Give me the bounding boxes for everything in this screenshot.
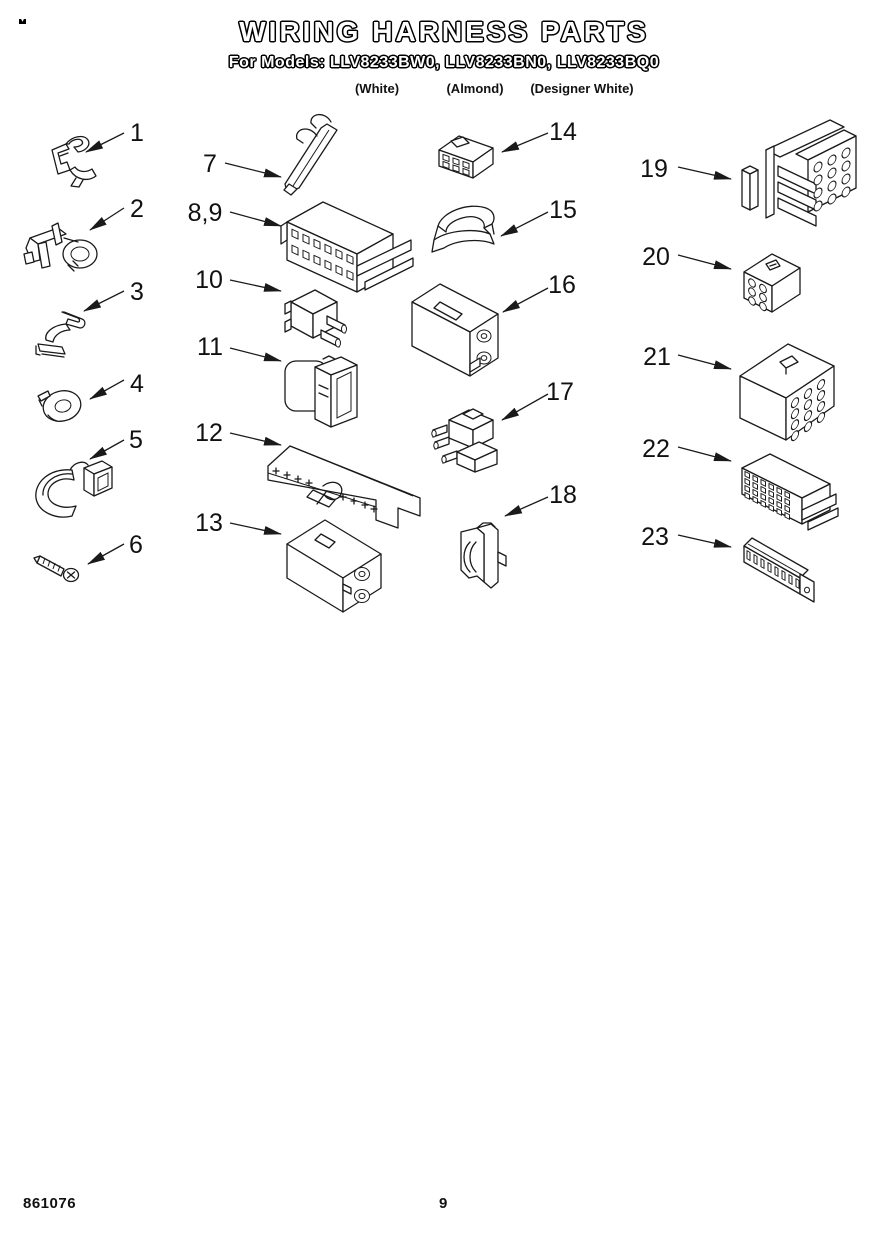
page-title: WIRING HARNESS PARTS [239, 16, 649, 47]
part-13-drawing [287, 520, 381, 612]
callout-4-arrow [90, 380, 124, 399]
callout-18-arrow [505, 497, 548, 516]
part-17-drawing [432, 409, 497, 472]
part-6-drawing [34, 556, 79, 582]
part-22-drawing [742, 454, 838, 530]
part-14-drawing [439, 136, 493, 178]
variant-almond: (Almond) [446, 81, 504, 96]
callout-2-arrow [90, 208, 124, 230]
callout-1-arrow [86, 133, 124, 152]
part-18-drawing [461, 523, 506, 588]
models-line: For Models: LLV8233BW0, LLV8233BN0, LLV8233BQ0 [228, 54, 660, 71]
callout-2-label: 2 [130, 195, 144, 223]
part-7-drawing [284, 115, 337, 195]
part-1-drawing [52, 137, 96, 187]
callout-4-label: 4 [130, 370, 144, 398]
callout-13-label: 13 [195, 509, 223, 537]
part-5-drawing [36, 461, 112, 517]
callout-18-label: 18 [549, 481, 577, 509]
callout-16-label: 16 [548, 271, 576, 299]
callout-19-arrow [678, 167, 731, 179]
callout-8-9-label: 8,9 [187, 199, 223, 227]
callout-11-arrow [230, 348, 281, 361]
part-11-drawing [285, 356, 357, 427]
callout-11-label: 11 [197, 333, 223, 361]
callout-10-label: 10 [195, 266, 223, 294]
part-21-drawing [740, 344, 834, 442]
part-16-drawing [412, 284, 498, 376]
callout-10-arrow [230, 280, 281, 291]
callout-20-arrow [678, 255, 731, 269]
part-2-drawing [24, 223, 97, 271]
callout-7-arrow [225, 163, 281, 177]
callout-7-label: 7 [203, 150, 217, 178]
callout-21-label: 21 [643, 343, 671, 371]
variant-white: (White) [354, 81, 400, 96]
callout-22-label: 22 [642, 435, 670, 463]
callout-6-arrow [88, 544, 124, 564]
part-20-drawing [744, 254, 800, 312]
callout-21-arrow [678, 355, 731, 369]
callout-3-arrow [84, 291, 124, 311]
callout-17-label: 17 [546, 378, 574, 406]
callout-19-label: 19 [640, 155, 668, 183]
callout-6-label: 6 [129, 531, 143, 559]
document-number: 861076 [23, 1195, 77, 1212]
part-3-drawing [36, 312, 85, 357]
callout-1-label: 1 [130, 119, 144, 147]
callout-15-label: 15 [549, 196, 577, 224]
callout-3-label: 3 [130, 278, 144, 306]
part-19-drawing [742, 120, 856, 226]
callout-5-label: 5 [129, 426, 143, 454]
callout-13-arrow [230, 523, 281, 534]
callout-14-arrow [502, 133, 548, 152]
callout-12-label: 12 [195, 419, 223, 447]
callout-15-arrow [501, 212, 548, 236]
callout-14-label: 14 [549, 118, 577, 146]
callout-20-label: 20 [642, 243, 670, 271]
part-10-drawing [285, 290, 347, 347]
part-8-9-drawing [281, 202, 413, 292]
callout-23-arrow [678, 535, 731, 547]
callout-22-arrow [678, 447, 731, 461]
callout-16-arrow [503, 288, 548, 312]
callout-12-arrow [230, 433, 281, 445]
callout-17-arrow [502, 394, 548, 420]
part-23-drawing [744, 538, 814, 602]
part-15-drawing [432, 206, 494, 252]
callout-23-label: 23 [641, 523, 669, 551]
part-4-drawing [38, 387, 84, 425]
page-number: 9 [439, 1195, 448, 1212]
part-12-drawing [268, 446, 420, 528]
callout-5-arrow [90, 440, 124, 459]
variant-designer-white: (Designer White) [530, 81, 634, 96]
callout-8-9-arrow [230, 212, 281, 226]
